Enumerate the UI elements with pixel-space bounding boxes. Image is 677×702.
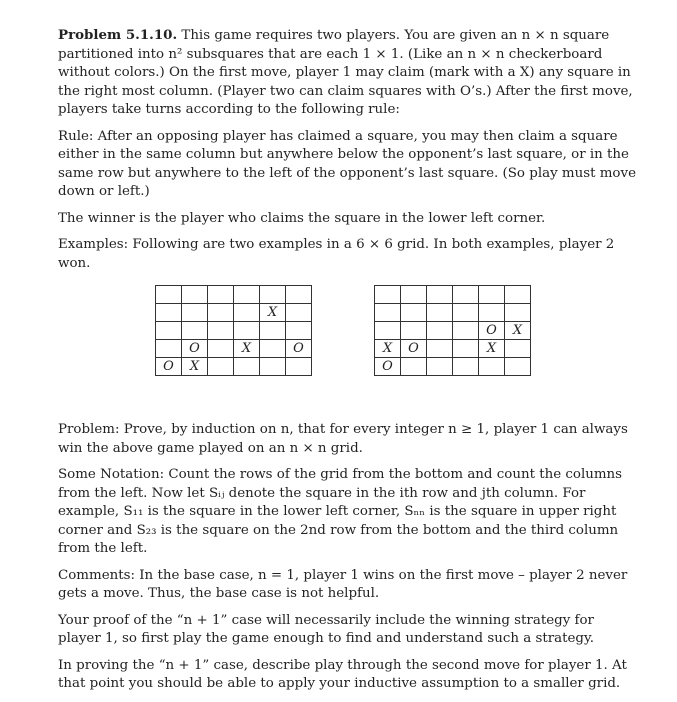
- grid-cell: [234, 322, 260, 340]
- grid-cell: [234, 286, 260, 304]
- example-grid-2: [374, 285, 531, 376]
- example-grids: [58, 281, 638, 409]
- intro-paragraph: [58, 26, 638, 120]
- grid-cell: [427, 322, 453, 340]
- grid-row: [156, 340, 312, 358]
- grid-cell: X: [234, 340, 260, 358]
- grid-cell: [401, 286, 427, 304]
- grid-cell: [401, 322, 427, 340]
- winner-paragraph: The winner is the player who claims the square in the lower left corner.: [58, 210, 546, 226]
- grid-row: [375, 322, 531, 340]
- grid-cell: [375, 322, 401, 340]
- second-move-paragraph: In proving the “n + 1” case, describe play through the second move for player 1. At that point you should be able to apply your inductive assumption to a smaller grid.: [58, 657, 627, 691]
- grid-cell: [453, 304, 479, 322]
- grid-cell: X: [260, 304, 286, 322]
- grid-cell: [286, 358, 312, 376]
- grid-cell: [156, 286, 182, 304]
- grid-row: [375, 286, 531, 304]
- grid-cell: [401, 358, 427, 376]
- grid-cell: [234, 358, 260, 376]
- grid-cell: [182, 322, 208, 340]
- grid-cell: [156, 340, 182, 358]
- grid-cell: [479, 358, 505, 376]
- grid-cell: [375, 286, 401, 304]
- grid-cell: [479, 304, 505, 322]
- grid-cell: [505, 286, 531, 304]
- grid-cell: [156, 304, 182, 322]
- grid-cell: [375, 304, 401, 322]
- grid-cell: [208, 340, 234, 358]
- grid-row: [156, 304, 312, 322]
- grid-cell: [182, 304, 208, 322]
- grid-cell: [260, 286, 286, 304]
- grid-cell: [427, 304, 453, 322]
- grid-cell: [286, 322, 312, 340]
- grid-cell: [260, 340, 286, 358]
- grid-cell: [427, 358, 453, 376]
- grid-cell: [453, 322, 479, 340]
- grid-row: [375, 340, 531, 358]
- problem-document: [58, 26, 638, 702]
- grid-cell: O: [401, 340, 427, 358]
- grid-cell: X: [375, 340, 401, 358]
- grid-row: [156, 358, 312, 376]
- grid-cell: [286, 304, 312, 322]
- grid-cell: [505, 304, 531, 322]
- grid-cell: [208, 304, 234, 322]
- problem-title: Problem 5.1.10.: [58, 27, 178, 43]
- problem-statement: Problem: Prove, by induction on n, that for every integer n ≥ 1, player 1 can always win the above game played on an n × n grid.: [58, 422, 628, 456]
- comments-paragraph: Comments: In the base case, n = 1, player 1 wins on the first move – player 2 never gets a move. Thus, the base case is not helpful.: [58, 567, 628, 601]
- grid-cell: [208, 322, 234, 340]
- grid-cell: [453, 286, 479, 304]
- grid-cell: [479, 286, 505, 304]
- grid-row: [375, 304, 531, 322]
- grid-cell: [505, 358, 531, 376]
- grid-cell: X: [479, 340, 505, 358]
- grid-cell: [427, 286, 453, 304]
- grid-cell: [427, 340, 453, 358]
- example-grid-1: [155, 285, 312, 376]
- grid-cell: [505, 340, 531, 358]
- grid-row: [156, 286, 312, 304]
- grid-cell: X: [182, 358, 208, 376]
- grid-cell: [260, 358, 286, 376]
- grid-cell: [234, 304, 260, 322]
- proof-note-paragraph: Your proof of the “n + 1” case will necessarily include the winning strategy for player 1, so first play the game enough to find and understand such a strategy.: [58, 612, 595, 646]
- grid-cell: [208, 286, 234, 304]
- grid-cell: [401, 304, 427, 322]
- grid-cell: [208, 358, 234, 376]
- grid-cell: [182, 286, 208, 304]
- grid-row: [156, 322, 312, 340]
- grid-cell: O: [479, 322, 505, 340]
- rule-paragraph: Rule: After an opposing player has claimed a square, you may then claim a square either in the same column but anywhere below the opponent’s last square, or in the same row but anywhere to the left of the opponent’s last square. (So play must move down or left.): [58, 128, 636, 199]
- grid-cell: X: [505, 322, 531, 340]
- grid-cell: O: [156, 358, 182, 376]
- grid-row: [375, 358, 531, 376]
- grid-cell: O: [286, 340, 312, 358]
- intro-text: This game requires two players. You are given an n × n square partitioned into n² subsquares that are each 1 × 1. (Like an n × n checkerboard without colors.) On the first move, player 1 may claim (mark with a X) any square in the right most column. (Player two can claim squares with O’s.) After the first move, players take turns according to the following rule:: [58, 28, 633, 117]
- grid-cell: [453, 340, 479, 358]
- grid-cell: [260, 322, 286, 340]
- grid-cell: [286, 286, 312, 304]
- examples-paragraph: Examples: Following are two examples in a 6 × 6 grid. In both examples, player 2 won.: [58, 237, 615, 271]
- grid-cell: [453, 358, 479, 376]
- grid-cell: O: [182, 340, 208, 358]
- grid-cell: [156, 322, 182, 340]
- notation-paragraph: Some Notation: Count the rows of the grid from the bottom and count the columns from the left. Now let Sᵢⱼ denote the square in the ith row and jth column. For example, S₁₁ is the square in the lower left corner, Sₙₙ is the square in upper right corner and S₂₃ is the square on the 2nd row from the bottom and the third column from the left.: [58, 467, 623, 556]
- grid-cell: O: [375, 358, 401, 376]
